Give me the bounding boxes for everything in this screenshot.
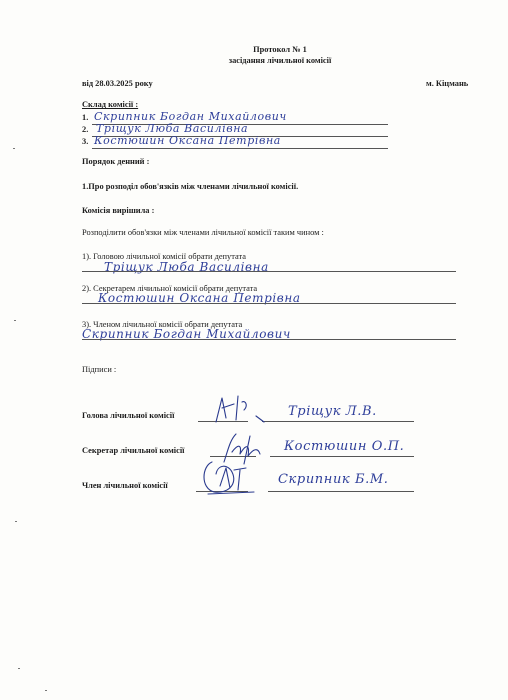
signature-role: Голова лічильної комісії (82, 411, 175, 420)
handwritten-member-initials: Скрипник Б.М. (278, 472, 389, 487)
decision-item: 3). Членом лічильної комісії обрати депутата (82, 320, 243, 329)
handwritten-secretary-initials: Костюшин О.П. (284, 439, 405, 454)
fill-line (92, 148, 388, 149)
signature-line (268, 491, 414, 492)
signature-role: Член лічильної комісії (82, 481, 168, 490)
fill-line (82, 303, 456, 304)
protocol-date: від 28.03.2025 року (82, 79, 153, 88)
agenda-item: 1.Про розподіл обов'язків між членами лічильної комісії. (82, 182, 299, 191)
handwritten-member-name: Тріщук Люба Василівна (96, 122, 249, 135)
signatures-heading: Підписи : (82, 365, 117, 374)
decision-item: 1). Головою лічильної комісії обрати депутата (82, 252, 246, 261)
scan-speck (18, 668, 20, 669)
scan-speck (14, 320, 16, 321)
agenda-heading: Порядок денний : (82, 157, 150, 166)
signature-role: Секретар лічильної комісії (82, 446, 185, 455)
scan-speck (15, 521, 17, 522)
fill-line (82, 339, 456, 340)
page-title: Протокол № 1 (253, 45, 307, 54)
chair-signature (212, 392, 272, 426)
decision-heading: Комісія вирішила : (82, 206, 155, 215)
handwritten-member-name: Скрипник Богдан Михайлович (94, 110, 287, 123)
page-subtitle: засідання лічильної комісії (228, 56, 332, 65)
composition-heading: Склад комісії : (82, 100, 139, 109)
scan-speck (13, 148, 15, 149)
fill-line (82, 271, 456, 272)
handwritten-chair-initials: Тріщук Л.В. (288, 404, 377, 419)
member-signature (198, 458, 260, 498)
decision-item: 2). Секретарем лічильної комісії обрати депутата (82, 284, 258, 293)
signature-line (262, 421, 414, 422)
handwritten-secretary-name: Костюшин Оксана Петрівна (98, 291, 301, 305)
scan-speck (45, 690, 47, 691)
member-number: 2. (82, 125, 89, 134)
handwritten-member-name: Скрипник Богдан Михайлович (82, 327, 291, 341)
member-number: 1. (82, 113, 89, 122)
handwritten-chair-name: Тріщук Люба Василівна (104, 260, 269, 274)
decision-intro: Розподілити обов'язки між членами лічильної комісії таким чином : (82, 228, 324, 237)
protocol-place: м. Кіцмань (426, 79, 469, 88)
member-number: 3. (82, 137, 89, 146)
signature-line (270, 456, 414, 457)
handwritten-member-name: Костюшин Оксана Петрівна (94, 134, 281, 147)
